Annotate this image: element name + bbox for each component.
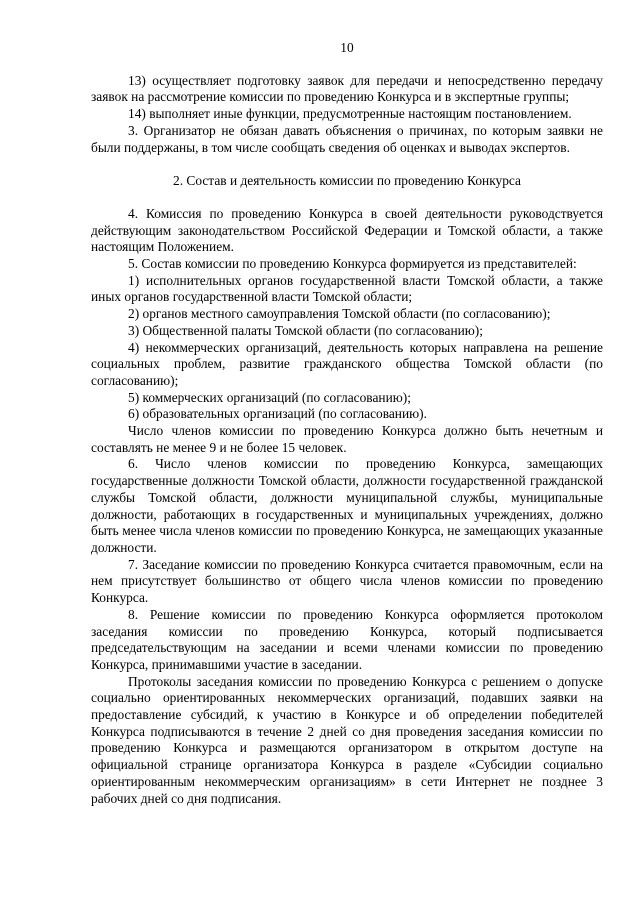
paragraph-clause-5: 5. Состав комиссии по проведению Конкурса формируется из представителей: <box>128 256 577 272</box>
paragraph-protocols: Протоколы заседания комиссии по проведению Конкурса с решением о допуске социально ориентированных некоммерческих организаций, подавших заявки на предоставление субсидий, к участию в Конкурсе и об определении победителей Конкурса подписываются в течение 2 дней со дня проведения заседания комиссии по проведению Конкурса и размещаются организатором в открытом доступе на официальной странице организатора Конкурса в разделе «Субсидии социально ориентированным некоммерческим организациям» в сети Интернет не позднее 3 рабочих дней со дня подписания. <box>91 673 603 806</box>
paragraph-clause-4: 4. Комиссия по проведению Конкурса в своей деятельности руководствуется действующим законодательством Российской Федерации и Томской области, а также настоящим Положением. <box>91 205 603 255</box>
paragraph-item-14: 14) выполняет иные функции, предусмотренные настоящим постановлением. <box>128 106 572 122</box>
paragraph-list-item-4: 4) некоммерческих организаций, деятельность которых направлена на решение социальных проблем, развитие гражданского общества Томской области (по согласованию); <box>91 339 603 388</box>
paragraph-list-item-6: 6) образовательных организаций (по согласованию). <box>128 406 427 422</box>
paragraph-list-item-1: 1) исполнительных органов государственной власти Томской области, а также иных органов государственной власти Томской области; <box>91 272 603 305</box>
section-title: 2. Состав и деятельность комиссии по проведению Конкурса <box>173 173 521 189</box>
document-page <box>91 40 603 807</box>
paragraph-clause-6: 6. Число членов комиссии по проведению Конкурса, замещающих государственные должности Томской области, должности государственной гражданской службы Томской области, должности муниципальной службы, муниципальные должности, работающих в государственных и муниципальных учреждениях, должно быть менее числа членов комиссии по проведению Конкурса, не замещающих указанные должности. <box>91 456 603 555</box>
paragraph-clause-8: 8. Решение комиссии по проведению Конкурса оформляется протоколом заседания комиссии по проведению Конкурса, который подписывается председательствующим на заседании и всеми членами комиссии по проведению Конкурса, принимавшими участие в заседании. <box>91 606 603 672</box>
page-number: 10 <box>340 40 354 55</box>
paragraph-list-item-2: 2) органов местного самоуправления Томской области (по согласованию); <box>128 306 551 322</box>
paragraph-member-count: Число членов комиссии по проведению Конкурса должно быть нечетным и составлять не менее 9 и не более 15 человек. <box>91 423 603 455</box>
paragraph-list-item-5: 5) коммерческих организаций (по согласованию); <box>128 389 411 405</box>
paragraph-list-item-3: 3) Общественной палаты Томской области (по согласованию); <box>128 322 483 338</box>
paragraph-item-13: 13) осуществляет подготовку заявок для передачи и непосредственно передачу заявок на рассмотрение комиссии по проведению Конкурса и в экспертные группы; <box>91 72 603 105</box>
paragraph-clause-7: 7. Заседание комиссии по проведению Конкурса считается правомочным, если на нем присутствует большинство от общего числа членов комиссии по проведению Конкурса. <box>91 556 603 606</box>
paragraph-clause-3: 3. Организатор не обязан давать объяснения о причинах, по которым заявки не были поддержаны, в том числе сообщать сведения об оценках и выводах экспертов. <box>91 122 603 155</box>
